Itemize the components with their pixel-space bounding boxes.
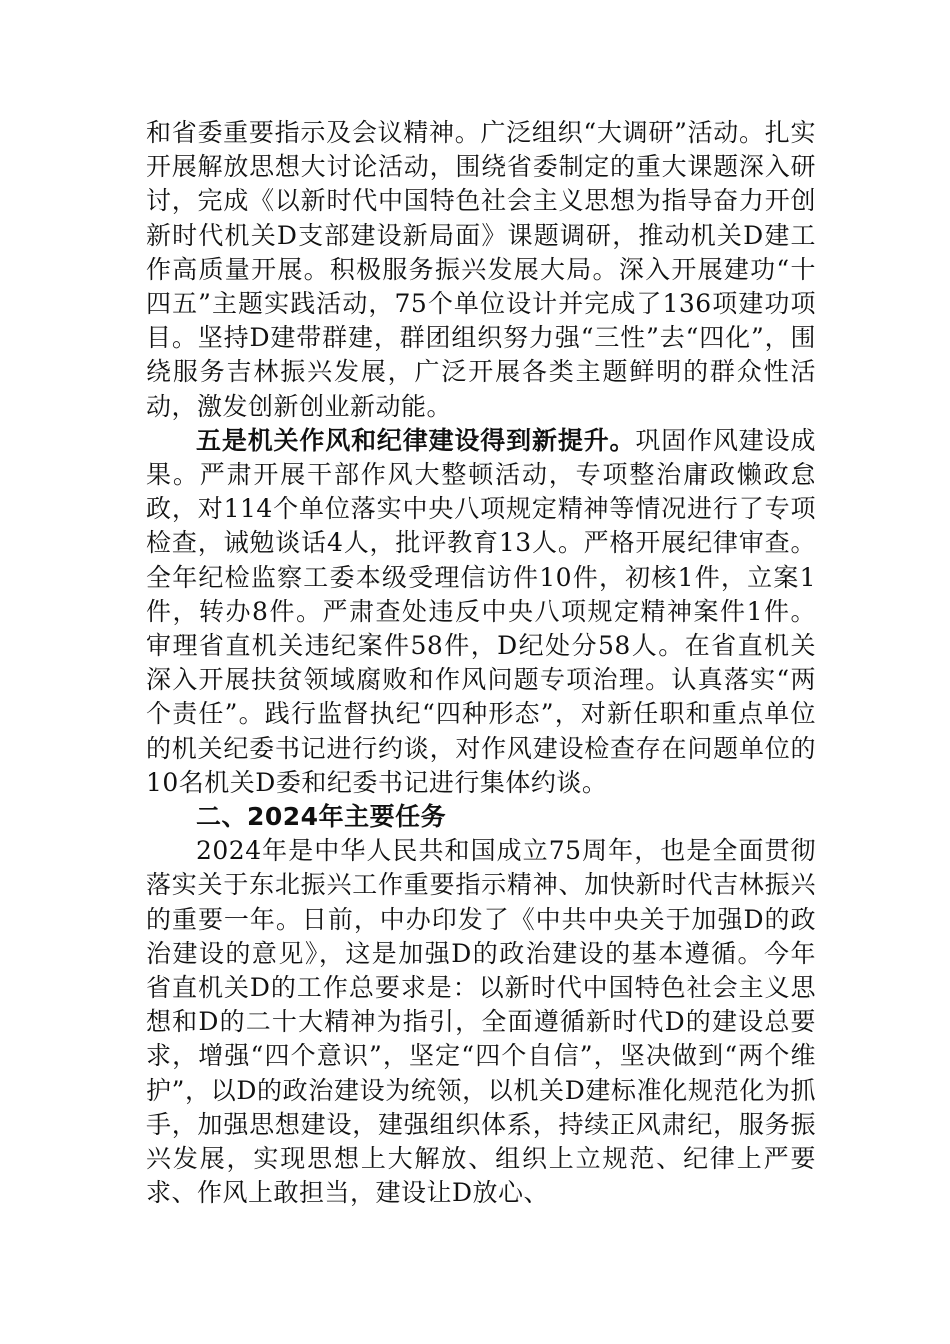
paragraph-continuation [146,116,816,424]
paragraph-text: 2024年是中华人民共和国成立75周年，也是全面贯彻落实关于东北振兴工作重要指示精神、加快新时代吉林振兴的重要一年。日前，中办印发了《中共中央关于加强D的政治建设的意见》，这是加强D的政治建设的基本遵循。今年省直机关D的工作总要求是：以新时代中国特色社会主义思想和D的二十大精神为指引，全面遵循新时代D的建设总要求，增强“四个意识”，坚定“四个自信”，坚决做到“两个维护”，以D的政治建设为统领，以机关D建标准化规范化为抓手，加强思想建设，建强组织体系，持续正风肃纪，服务振兴发展，实现思想上大解放、组织上立规范、纪律上严要求、作风上敢担当，建设让D放心、 [146,836,816,1208]
section-heading-text: 二、2024年主要任务 [196,802,447,832]
paragraph-tasks [146,834,816,1210]
document-body [146,116,816,1211]
paragraph-text: 和省委重要指示及会议精神。广泛组织“大调研”活动。扎实开展解放思想大讨论活动，围绕省委制定的重大课题深入研讨，完成《以新时代中国特色社会主义思想为指导奋力开创新时代机关D支部建设新局面》课题调研，推动机关D建工作高质量开展。积极服务振兴发展大局。深入开展建功“十四五”主题实践活动，75个单位设计并完成了136项建功项目。坚持D建带群建，群团组织努力强“三性”去“四化”，围绕服务吉林振兴发展，广泛开展各类主题鲜明的群众性活动，激发创新创业新动能。 [146,118,816,421]
paragraph-lead-bold: 五是机关作风和纪律建设得到新提升。 [196,425,636,455]
paragraph-discipline [146,424,816,800]
section-heading [146,800,816,834]
paragraph-text: 巩固作风建设成果。严肃开展干部作风大整顿活动，专项整治庸政懒政怠政，对114个单位落实中央八项规定精神等情况进行了专项检查，诫勉谈话4人，批评教育13人。严格开展纪律审查。全年纪检监察工委本级受理信访件10件，初核1件，立案1件，转办8件。严肃查处违反中央八项规定精神案件1件。审理省直机关违纪案件58件，D纪处分58人。在省直机关深入开展扶贫领域腐败和作风问题专项治理。认真落实“两个责任”。践行监督执纪“四种形态”，对新任职和重点单位的机关纪委书记进行约谈，对作风建设检查存在问题单位的10名机关D委和纪委书记进行集体约谈。 [146,425,816,797]
